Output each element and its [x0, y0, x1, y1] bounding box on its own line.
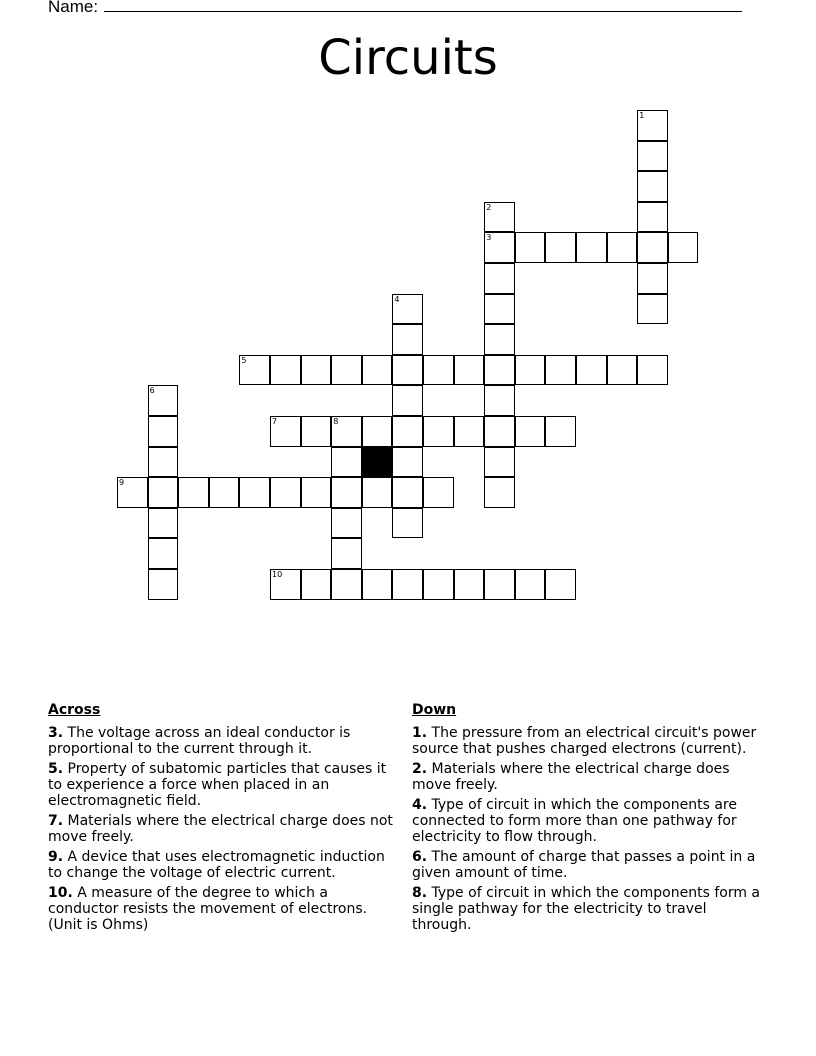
grid-cell[interactable]: [515, 232, 546, 263]
grid-cell[interactable]: [270, 477, 301, 508]
clue-text: A measure of the degree to which a conductor resists the movement of electrons. (Unit is Ohms): [48, 885, 368, 933]
clue-number: 10.: [48, 885, 73, 901]
grid-cell[interactable]: [331, 538, 362, 569]
grid-cell[interactable]: [423, 355, 454, 386]
grid-cell[interactable]: [362, 477, 393, 508]
grid-cell[interactable]: [392, 324, 423, 355]
clue-text: Type of circuit in which the components form a single pathway for the electricity to travel through.: [412, 885, 760, 933]
grid-cell[interactable]: [423, 569, 454, 600]
grid-cell[interactable]: [301, 355, 332, 386]
clue-number: 8.: [412, 885, 428, 901]
clue-text: Materials where the electrical charge does move freely.: [412, 761, 730, 793]
grid-cell[interactable]: [331, 477, 362, 508]
grid-cell[interactable]: [454, 355, 485, 386]
grid-cell[interactable]: [239, 355, 270, 386]
grid-cell[interactable]: [484, 447, 515, 478]
across-heading: Across: [48, 702, 101, 718]
clue-number: 2.: [412, 761, 428, 777]
grid-cell[interactable]: [515, 416, 546, 447]
cell-number: 5: [241, 355, 247, 365]
grid-cell[interactable]: [484, 569, 515, 600]
clue-text: The voltage across an ideal conductor is proportional to the current through it.: [48, 725, 351, 757]
grid-cell[interactable]: [270, 416, 301, 447]
cell-number: 3: [486, 233, 492, 243]
grid-cell[interactable]: [423, 416, 454, 447]
clue-across-3: [48, 725, 400, 757]
grid-cell[interactable]: [484, 294, 515, 325]
clue-down-2: [412, 761, 768, 793]
clue-number: 3.: [48, 725, 64, 741]
grid-cell[interactable]: [331, 355, 362, 386]
grid-cell[interactable]: [637, 141, 668, 172]
grid-cell[interactable]: [178, 477, 209, 508]
grid-cell[interactable]: [637, 232, 668, 263]
clue-text: Materials where the electrical charge does not move freely.: [48, 813, 393, 845]
name-label: Name:: [48, 0, 99, 16]
grid-cell[interactable]: [148, 569, 179, 600]
grid-cell[interactable]: [484, 324, 515, 355]
grid-cell[interactable]: [270, 569, 301, 600]
grid-cell[interactable]: [239, 477, 270, 508]
grid-cell[interactable]: [607, 232, 638, 263]
grid-cell[interactable]: [484, 232, 515, 263]
cell-number: 4: [394, 294, 400, 304]
grid-cell[interactable]: [362, 569, 393, 600]
grid-cell[interactable]: [515, 569, 546, 600]
grid-cell[interactable]: [423, 477, 454, 508]
grid-cell[interactable]: [392, 385, 423, 416]
page-title: Circuits: [318, 30, 498, 86]
grid-cell[interactable]: [637, 294, 668, 325]
grid-cell[interactable]: [454, 569, 485, 600]
grid-cell[interactable]: [301, 416, 332, 447]
grid-cell[interactable]: [637, 355, 668, 386]
clue-text: The pressure from an electrical circuit's power source that pushes charged electrons (current).: [412, 725, 757, 757]
grid-cell[interactable]: [392, 355, 423, 386]
grid-cell[interactable]: [545, 416, 576, 447]
across-clue-list: [48, 725, 400, 933]
grid-cell[interactable]: [576, 355, 607, 386]
cell-number: 6: [149, 386, 155, 396]
clue-down-6: [412, 849, 768, 881]
clue-number: 6.: [412, 849, 428, 865]
clue-number: 5.: [48, 761, 64, 777]
grid-cell[interactable]: [331, 569, 362, 600]
clue-text: A device that uses electromagnetic induction to change the voltage of electric current.: [48, 849, 385, 881]
grid-cell[interactable]: [637, 202, 668, 233]
cell-number: 2: [486, 202, 492, 212]
grid-cell[interactable]: [331, 508, 362, 539]
grid-cell[interactable]: [484, 355, 515, 386]
clue-text: Type of circuit in which the components are connected to form more than one pathway for electricity to flow through.: [412, 797, 737, 845]
clue-across-9: [48, 849, 400, 881]
clue-text: The amount of charge that passes a point in a given amount of time.: [412, 849, 756, 881]
grid-cell[interactable]: [148, 477, 179, 508]
grid-cell[interactable]: [637, 110, 668, 141]
down-clues: [412, 701, 768, 937]
grid-cell[interactable]: [545, 232, 576, 263]
grid-cell[interactable]: [148, 385, 179, 416]
cell-number: 10: [272, 570, 283, 579]
clue-down-1: [412, 725, 768, 757]
cell-number: 7: [272, 417, 278, 426]
grid-cell[interactable]: [392, 569, 423, 600]
grid-cell[interactable]: [148, 538, 179, 569]
grid-cell[interactable]: [331, 447, 362, 478]
across-clues: [48, 701, 400, 937]
grid-cell[interactable]: [148, 447, 179, 478]
clue-down-8: [412, 885, 768, 933]
grid-cell[interactable]: [484, 202, 515, 233]
grid-cell[interactable]: [484, 263, 515, 294]
grid-cell[interactable]: [576, 232, 607, 263]
grid-cell[interactable]: [392, 508, 423, 539]
clue-across-10: [48, 885, 400, 933]
grid-cell[interactable]: [637, 171, 668, 202]
clue-number: 7.: [48, 813, 64, 829]
grid-cell[interactable]: [545, 355, 576, 386]
clue-across-7: [48, 813, 400, 845]
cell-number: 1: [639, 111, 645, 120]
down-heading: Down: [412, 702, 457, 718]
grid-cell[interactable]: [117, 477, 148, 508]
grid-cell-black: [362, 447, 393, 478]
grid-cell[interactable]: [484, 385, 515, 416]
clue-number: 1.: [412, 725, 428, 741]
grid-cell[interactable]: [545, 569, 576, 600]
clue-down-4: [412, 797, 768, 845]
cell-number: 9: [119, 478, 125, 488]
cell-number: 8: [333, 417, 339, 426]
grid-cell[interactable]: [331, 416, 362, 447]
grid-cell[interactable]: [484, 416, 515, 447]
grid-cell[interactable]: [148, 508, 179, 539]
grid-cell[interactable]: [209, 477, 240, 508]
grid-cell[interactable]: [637, 263, 668, 294]
grid-cell[interactable]: [392, 294, 423, 325]
clue-number: 4.: [412, 797, 428, 813]
grid-cell[interactable]: [392, 447, 423, 478]
down-clue-list: [412, 725, 768, 933]
grid-cell[interactable]: [607, 355, 638, 386]
clue-across-5: [48, 761, 400, 809]
clue-text: Property of subatomic particles that causes it to experience a force when placed in an electromagnetic field.: [48, 761, 387, 809]
grid-cell[interactable]: [392, 416, 423, 447]
grid-cell[interactable]: [362, 416, 393, 447]
grid-cell[interactable]: [484, 477, 515, 508]
clue-number: 9.: [48, 849, 64, 865]
grid-cell[interactable]: [301, 477, 332, 508]
grid-cell[interactable]: [454, 416, 485, 447]
grid-cell[interactable]: [668, 232, 699, 263]
grid-cell[interactable]: [515, 355, 546, 386]
grid-cell[interactable]: [362, 355, 393, 386]
grid-cell[interactable]: [270, 355, 301, 386]
grid-cell[interactable]: [301, 569, 332, 600]
grid-cell[interactable]: [148, 416, 179, 447]
grid-cell[interactable]: [392, 477, 423, 508]
